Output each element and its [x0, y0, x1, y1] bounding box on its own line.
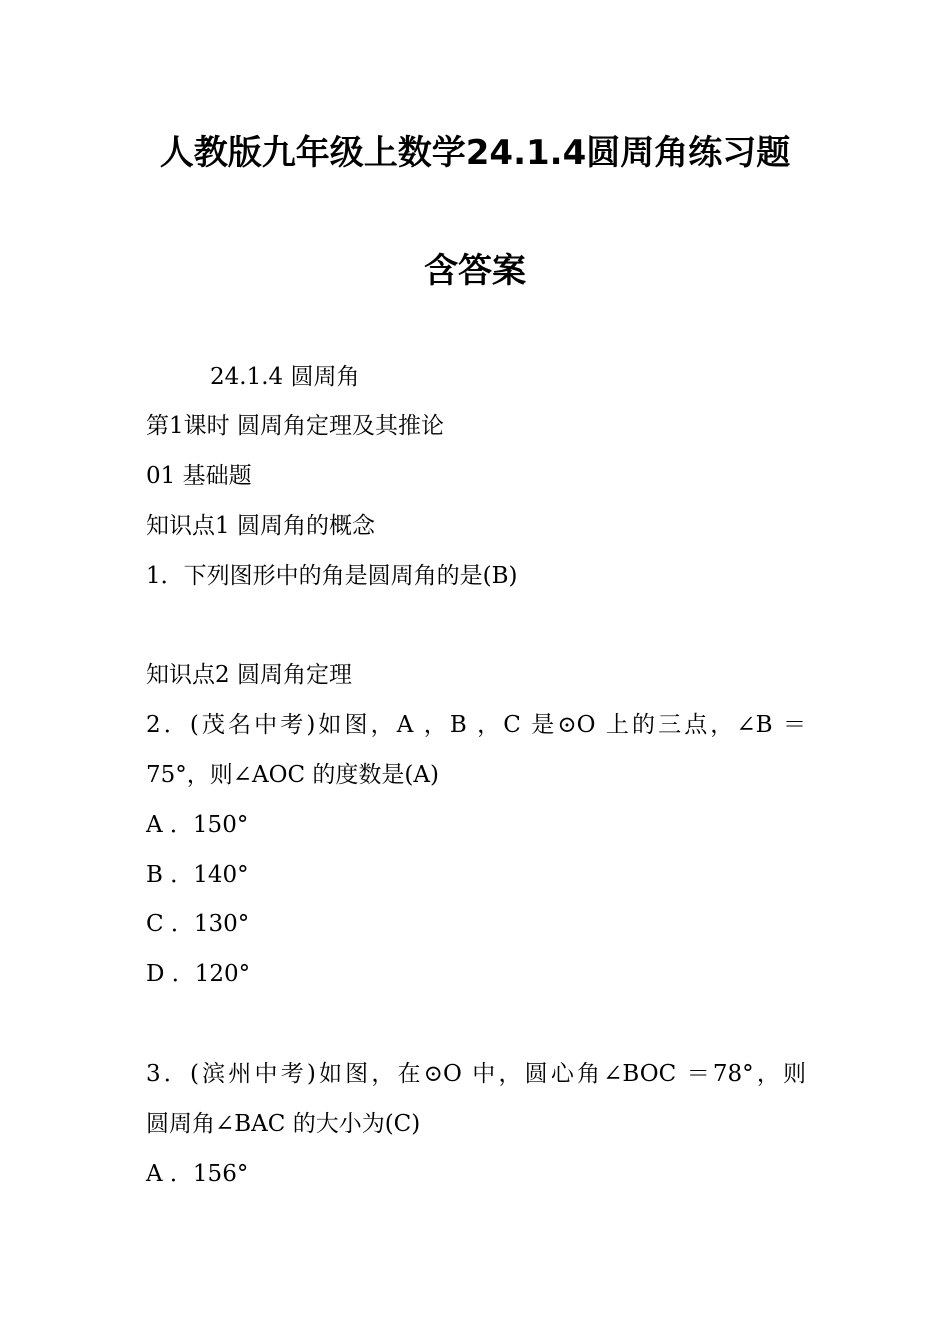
- lesson-heading: 第1课时 圆周角定理及其推论: [146, 413, 444, 439]
- knowledge-point-1: 知识点1 圆周角的概念: [146, 513, 375, 539]
- question-2-line-1: 2．(茂名中考)如图，A ，B ，C 是⊙O 上的三点，∠B ＝: [146, 712, 806, 738]
- level-heading: 01 基础题: [146, 463, 252, 489]
- question-3-line-2: 圆周角∠BAC 的大小为(C): [146, 1111, 421, 1137]
- question-2-option-c: C ．130°: [146, 911, 250, 937]
- document-title-line-1: 人教版九年级上数学24.1.4圆周角练习题: [159, 133, 791, 173]
- question-2-option-d: D ．120°: [146, 961, 251, 987]
- knowledge-point-2: 知识点2 圆周角定理: [146, 662, 352, 688]
- document-title-line-2: 含答案: [424, 251, 526, 291]
- question-1: 1．下列图形中的角是圆周角的是(B): [146, 563, 518, 589]
- question-2-option-a: A ．150°: [146, 812, 249, 838]
- section-heading: 24.1.4 圆周角: [210, 364, 360, 390]
- question-3-line-1: 3．(滨州中考)如图，在⊙O 中，圆心角∠BOC ＝78°，则: [146, 1061, 806, 1087]
- question-2-option-b: B ．140°: [146, 862, 249, 888]
- question-3-option-a: A ．156°: [146, 1161, 249, 1187]
- question-2-line-2: 75°，则∠AOC 的度数是(A): [146, 762, 439, 788]
